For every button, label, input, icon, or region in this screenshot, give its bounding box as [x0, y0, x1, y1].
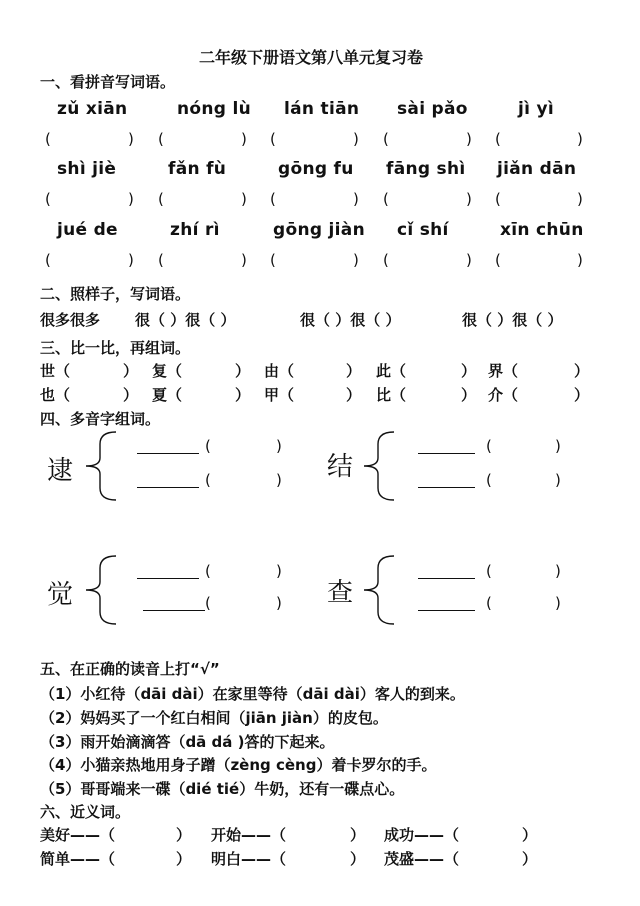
paren-open: ( — [205, 594, 211, 612]
paren-close: ） — [461, 386, 477, 404]
paren-open: ( — [45, 251, 51, 269]
word-blank[interactable]: 很（ ）很（ ） — [135, 311, 236, 329]
paren-close: ) — [276, 562, 282, 580]
pinyin-item: jì yì — [518, 99, 554, 119]
polyphone-char: 结 — [327, 452, 354, 482]
reading-item[interactable]: （5）哥哥端来一碟（dié tié）牛奶，还有一碟点心。 — [40, 780, 405, 798]
paren-close: ) — [353, 130, 359, 148]
paren-open: ( — [158, 190, 164, 208]
compare-char[interactable]: 也（ — [40, 386, 71, 404]
paren-close: ) — [241, 130, 247, 148]
paren-close: ) — [241, 251, 247, 269]
pinyin-item: nóng lù — [177, 99, 252, 119]
answer-line[interactable] — [418, 487, 475, 488]
paren-close: ) — [555, 562, 561, 580]
paren-close: ) — [466, 251, 472, 269]
paren-close: ) — [577, 190, 583, 208]
paren-close: ) — [353, 190, 359, 208]
page-title: 二年级下册语文第八单元复习卷 — [199, 48, 424, 67]
pinyin-item: gōng fu — [278, 159, 354, 179]
pinyin-item: jiǎn dān — [497, 159, 577, 179]
compare-char[interactable]: 介（ — [488, 386, 519, 404]
pinyin-item: jué de — [57, 220, 118, 240]
paren-close: ） — [350, 850, 366, 868]
section-6-heading: 六、近义词。 — [40, 803, 131, 821]
paren-close: ） — [235, 386, 251, 404]
section-3-heading: 三、比一比，再组词。 — [40, 339, 191, 357]
synonym-item[interactable]: 简单——（ — [40, 850, 116, 868]
paren-open: ( — [486, 562, 492, 580]
polyphone-char: 逮 — [47, 456, 74, 486]
pinyin-item: zǔ xiān — [57, 99, 128, 119]
section-4-heading: 四、多音字组词。 — [40, 410, 161, 428]
answer-line[interactable] — [418, 453, 475, 454]
answer-line[interactable] — [137, 487, 199, 488]
paren-open: ( — [486, 471, 492, 489]
paren-close: ） — [235, 362, 251, 380]
compare-char[interactable]: 甲（ — [264, 386, 295, 404]
paren-open: ( — [270, 251, 276, 269]
brace-icon — [358, 430, 398, 502]
paren-close: ) — [555, 437, 561, 455]
paren-close: ) — [577, 130, 583, 148]
paren-open: ( — [205, 562, 211, 580]
pinyin-item: cǐ shí — [397, 220, 449, 240]
paren-open: ( — [45, 190, 51, 208]
synonym-item[interactable]: 成功——（ — [384, 826, 460, 844]
compare-char[interactable]: 界（ — [488, 362, 519, 380]
paren-open: ( — [383, 251, 389, 269]
compare-char[interactable]: 比（ — [376, 386, 407, 404]
paren-open: ( — [486, 594, 492, 612]
synonym-item[interactable]: 茂盛——（ — [384, 850, 460, 868]
paren-close: ) — [128, 190, 134, 208]
pinyin-item: gōng jiàn — [273, 220, 365, 240]
section-5-heading: 五、在正确的读音上打“√” — [40, 660, 220, 678]
paren-open: ( — [486, 437, 492, 455]
paren-close: ) — [128, 130, 134, 148]
paren-open: ( — [383, 190, 389, 208]
paren-close: ) — [555, 594, 561, 612]
paren-close: ) — [577, 251, 583, 269]
paren-open: ( — [45, 130, 51, 148]
paren-close: ） — [176, 850, 192, 868]
compare-char[interactable]: 由（ — [264, 362, 295, 380]
reading-item[interactable]: （2）妈妈买了一个红白相间（jiān jiàn）的皮包。 — [40, 709, 388, 727]
pinyin-item: fǎn fù — [168, 159, 227, 179]
paren-open: ( — [158, 130, 164, 148]
paren-open: ( — [270, 190, 276, 208]
brace-icon — [358, 554, 398, 626]
word-blank[interactable]: 很（ ）很（ ） — [462, 311, 563, 329]
polyphone-char: 查 — [327, 578, 354, 608]
paren-close: ） — [522, 850, 538, 868]
section-2-heading: 二、照样子，写词语。 — [40, 285, 191, 303]
paren-open: ( — [495, 251, 501, 269]
paren-close: ） — [522, 826, 538, 844]
brace-icon — [80, 430, 120, 502]
compare-char[interactable]: 世（ — [40, 362, 71, 380]
polyphone-char: 觉 — [47, 580, 74, 610]
paren-open: ( — [205, 471, 211, 489]
synonym-item[interactable]: 美好——（ — [40, 826, 116, 844]
paren-close: ） — [123, 362, 139, 380]
pinyin-item: sài pǎo — [397, 99, 468, 119]
section-1-heading: 一、看拼音写词语。 — [40, 73, 176, 91]
pinyin-item: zhí rì — [170, 220, 220, 240]
paren-close: ） — [176, 826, 192, 844]
paren-close: ） — [461, 362, 477, 380]
paren-open: ( — [205, 437, 211, 455]
pinyin-item: shì jiè — [57, 159, 117, 179]
paren-open: ( — [383, 130, 389, 148]
paren-close: ） — [346, 362, 362, 380]
paren-open: ( — [495, 190, 501, 208]
paren-open: ( — [270, 130, 276, 148]
pinyin-item: fāng shì — [386, 159, 466, 179]
paren-open: ( — [495, 130, 501, 148]
synonym-item[interactable]: 开始——（ — [211, 826, 287, 844]
paren-close: ） — [574, 386, 590, 404]
paren-close: ) — [276, 471, 282, 489]
paren-close: ) — [276, 594, 282, 612]
reading-item[interactable]: （1）小红待（dāi dài）在家里等待（dāi dài）客人的到来。 — [40, 685, 465, 703]
answer-line[interactable] — [137, 453, 199, 454]
answer-line[interactable] — [143, 610, 205, 611]
pinyin-item: lán tiān — [284, 99, 360, 119]
paren-close: ） — [574, 362, 590, 380]
compare-char[interactable]: 复（ — [152, 362, 183, 380]
paren-close: ) — [466, 190, 472, 208]
answer-line[interactable] — [137, 578, 199, 579]
compare-char[interactable]: 此（ — [376, 362, 407, 380]
paren-close: ) — [466, 130, 472, 148]
paren-open: ( — [158, 251, 164, 269]
answer-line[interactable] — [418, 610, 475, 611]
word-blank[interactable]: 很（ ）很（ ） — [300, 311, 401, 329]
paren-close: ） — [350, 826, 366, 844]
paren-close: ) — [555, 471, 561, 489]
paren-close: ) — [241, 190, 247, 208]
reading-item[interactable]: （3）雨开始滴滴答（dā dá )答的下起来。 — [40, 733, 335, 751]
answer-line[interactable] — [418, 578, 475, 579]
synonym-item[interactable]: 明白——（ — [211, 850, 287, 868]
paren-close: ) — [276, 437, 282, 455]
brace-icon — [80, 554, 120, 626]
paren-close: ) — [128, 251, 134, 269]
reading-item[interactable]: （4）小猫亲热地用身子蹭（zèng cèng）着卡罗尔的手。 — [40, 756, 437, 774]
paren-close: ） — [123, 386, 139, 404]
example-word: 很多很多 — [40, 311, 101, 329]
pinyin-item: xīn chūn — [500, 220, 584, 240]
paren-close: ） — [346, 386, 362, 404]
paren-close: ) — [353, 251, 359, 269]
compare-char[interactable]: 夏（ — [152, 386, 183, 404]
